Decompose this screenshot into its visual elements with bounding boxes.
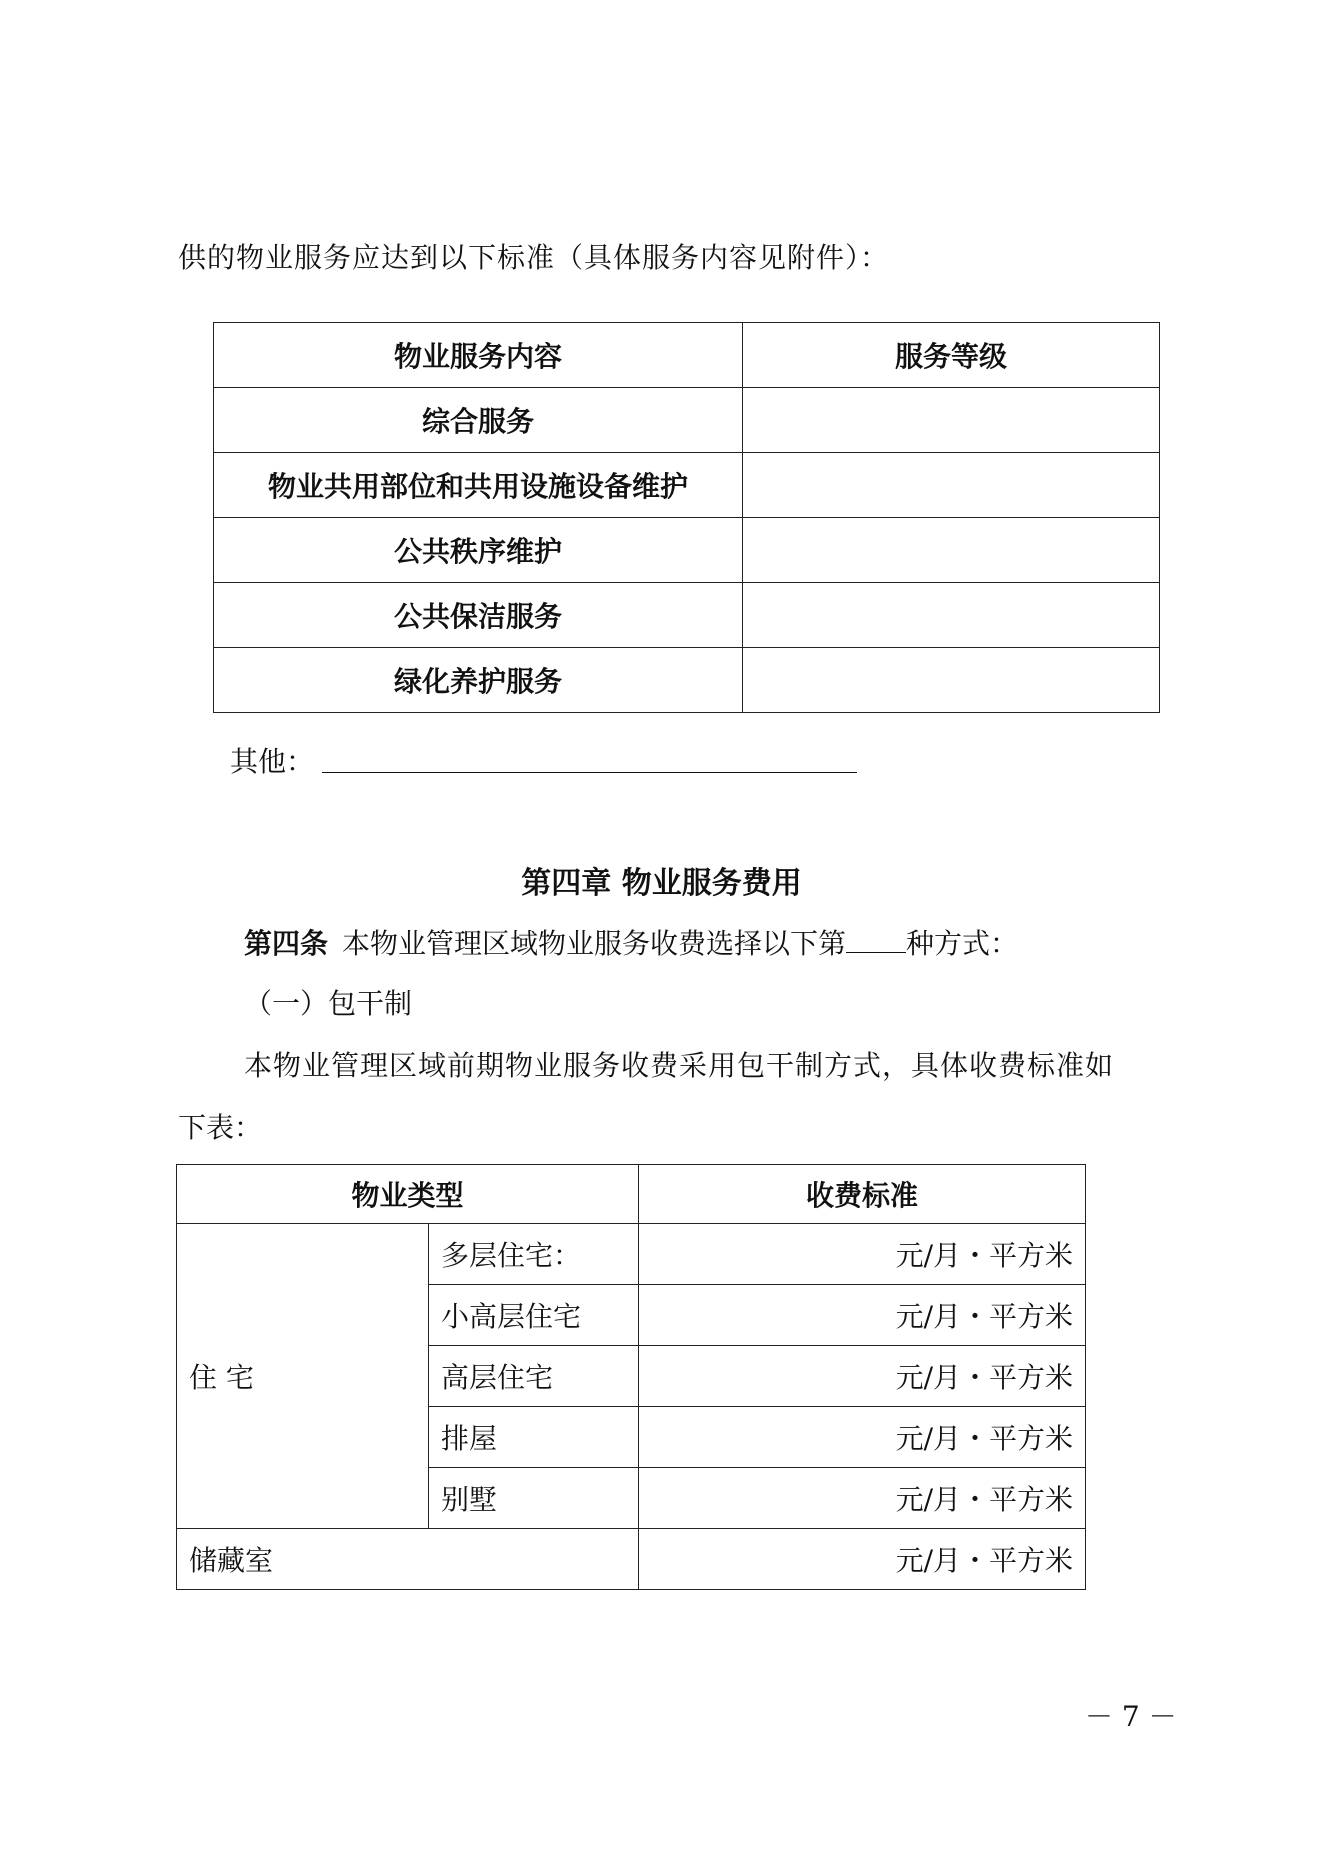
property-type-cell: 多层住宅： bbox=[429, 1224, 639, 1285]
article-blank bbox=[846, 930, 906, 953]
table-header-row bbox=[177, 1165, 1086, 1224]
service-level-cell bbox=[743, 648, 1160, 713]
residential-label: 住 宅 bbox=[177, 1224, 429, 1529]
table-row bbox=[214, 518, 1160, 583]
article-text: 本物业管理区域物业服务收费选择以下第 bbox=[342, 927, 847, 960]
property-type-cell: 别墅 bbox=[429, 1468, 639, 1529]
header-property-type: 物业类型 bbox=[177, 1165, 639, 1224]
article-label: 第四条 bbox=[244, 927, 329, 960]
service-content-cell: 公共秩序维护 bbox=[214, 518, 743, 583]
property-type-cell: 高层住宅 bbox=[429, 1346, 639, 1407]
table-row bbox=[214, 453, 1160, 518]
table-row bbox=[214, 388, 1160, 453]
fee-unit-cell: 元/月・平方米 bbox=[639, 1468, 1086, 1529]
header-service-level: 服务等级 bbox=[743, 323, 1160, 388]
fee-unit-cell: 元/月・平方米 bbox=[639, 1407, 1086, 1468]
table-header-row bbox=[214, 323, 1160, 388]
service-content-cell: 绿化养护服务 bbox=[214, 648, 743, 713]
service-level-cell bbox=[743, 583, 1160, 648]
other-label: 其他： bbox=[230, 745, 315, 778]
table-row bbox=[214, 583, 1160, 648]
fee-unit-cell: 元/月・平方米 bbox=[639, 1346, 1086, 1407]
paragraph-line-1: 本物业管理区域前期物业服务收费采用包干制方式，具体收费标准如 bbox=[244, 1049, 1115, 1082]
table-row bbox=[177, 1224, 1086, 1285]
paragraph-line-2: 下表： bbox=[178, 1111, 263, 1144]
chapter-title: 第四章 物业服务费用 bbox=[521, 866, 802, 901]
property-type-cell: 排屋 bbox=[429, 1407, 639, 1468]
service-level-cell bbox=[743, 518, 1160, 583]
header-service-content: 物业服务内容 bbox=[214, 323, 743, 388]
subsection-title: （一）包干制 bbox=[244, 987, 413, 1020]
service-content-cell: 公共保洁服务 bbox=[214, 583, 743, 648]
service-content-cell: 综合服务 bbox=[214, 388, 743, 453]
fee-unit-cell: 元/月・平方米 bbox=[639, 1529, 1086, 1590]
table-row bbox=[214, 648, 1160, 713]
other-fill-line bbox=[322, 772, 857, 773]
service-level-cell bbox=[743, 453, 1160, 518]
header-fee-standard: 收费标准 bbox=[639, 1165, 1086, 1224]
article-text-end: 种方式： bbox=[906, 927, 1019, 960]
article-four bbox=[244, 922, 1018, 962]
fee-standard-table bbox=[176, 1164, 1086, 1590]
table-row bbox=[177, 1529, 1086, 1590]
property-type-cell: 小高层住宅 bbox=[429, 1285, 639, 1346]
service-content-cell: 物业共用部位和共用设施设备维护 bbox=[214, 453, 743, 518]
storage-type-cell: 储藏室 bbox=[177, 1529, 639, 1590]
fee-unit-cell: 元/月・平方米 bbox=[639, 1285, 1086, 1346]
fee-unit-cell: 元/月・平方米 bbox=[639, 1224, 1086, 1285]
service-standard-table bbox=[213, 322, 1160, 713]
page-number: － 7 － bbox=[1085, 1700, 1177, 1733]
service-level-cell bbox=[743, 388, 1160, 453]
intro-paragraph: 供的物业服务应达到以下标准（具体服务内容见附件）： bbox=[178, 241, 890, 274]
